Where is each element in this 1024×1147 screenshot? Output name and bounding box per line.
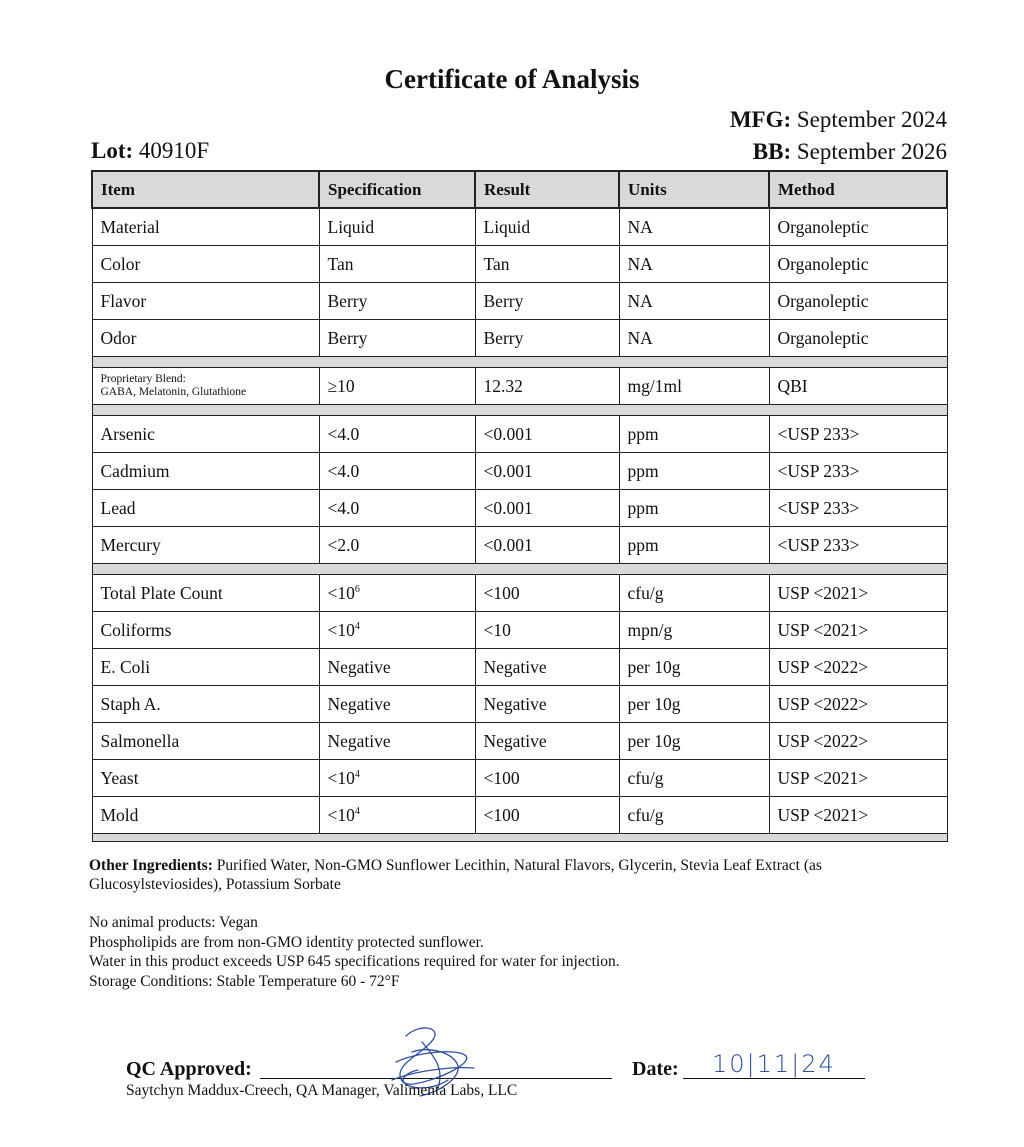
- table-row: [92, 612, 947, 649]
- table-row: [92, 490, 947, 527]
- cell-item: Lead: [92, 490, 319, 527]
- table-row: [92, 575, 947, 612]
- cell-result: <100: [475, 797, 619, 834]
- cell-item: Mercury: [92, 527, 319, 564]
- cell-spec: [319, 723, 475, 760]
- cell-method: Organoleptic: [769, 320, 947, 357]
- cell-item: Odor: [92, 320, 319, 357]
- cell-method: USP <2021>: [769, 797, 947, 834]
- cell-item: Staph A.: [92, 686, 319, 723]
- cell-item: Total Plate Count: [92, 575, 319, 612]
- cell-units: per 10g: [619, 723, 769, 760]
- date-line: [683, 1078, 865, 1079]
- table-row: [92, 416, 947, 453]
- spec-exponent: 4: [354, 620, 360, 632]
- header-result: Result: [475, 171, 619, 208]
- table-row: [92, 453, 947, 490]
- cell-method: USP <2022>: [769, 723, 947, 760]
- cell-spec: Berry: [319, 320, 475, 357]
- header-specification: Specification: [319, 171, 475, 208]
- blend-ingredients: GABA, Melatonin, Glutathione: [100, 386, 247, 398]
- cell-item: Salmonella: [92, 723, 319, 760]
- cell-units: cfu/g: [619, 760, 769, 797]
- table-row: [92, 527, 947, 564]
- separator-cell: [92, 357, 947, 368]
- cell-spec: [319, 612, 475, 649]
- cell-result: <0.001: [475, 490, 619, 527]
- table-row: [92, 208, 947, 246]
- notes-block: [89, 913, 919, 991]
- cell-method: Organoleptic: [769, 246, 947, 283]
- qc-approved-label: QC Approved:: [126, 1058, 252, 1080]
- cell-method: USP <2021>: [769, 760, 947, 797]
- cell-units: per 10g: [619, 686, 769, 723]
- cell-spec: [319, 575, 475, 612]
- cell-method: USP <2021>: [769, 612, 947, 649]
- cell-item: Material: [92, 208, 319, 246]
- cell-method: <USP 233>: [769, 453, 947, 490]
- lot-number: [91, 138, 209, 164]
- cell-item: Cadmium: [92, 453, 319, 490]
- spec-base: <10: [327, 804, 355, 825]
- date-label: Date:: [632, 1058, 679, 1080]
- signer-name: Saytchyn Maddux-Creech, QA Manager, Valimenta Labs, LLC: [126, 1082, 518, 1099]
- cell-spec: [319, 797, 475, 834]
- table-row-proprietary-blend: [92, 368, 947, 405]
- analysis-table: [91, 170, 948, 842]
- cell-item: Yeast: [92, 760, 319, 797]
- document-title: Certificate of Analysis: [384, 64, 640, 94]
- section-separator: [92, 564, 947, 575]
- cell-spec: <4.0: [319, 416, 475, 453]
- header-item: Item: [92, 171, 319, 208]
- note-line: Phospholipids are from non-GMO identity protected sunflower.: [89, 933, 484, 951]
- best-by-date: [753, 139, 947, 165]
- cell-units: ppm: [619, 490, 769, 527]
- cell-spec: [319, 649, 475, 686]
- cell-units: NA: [619, 283, 769, 320]
- section-separator: [92, 357, 947, 368]
- mfg-date: [730, 107, 947, 133]
- cell-result: Negative: [475, 723, 619, 760]
- table-row: [92, 649, 947, 686]
- table-footer-bar: [92, 834, 947, 842]
- cell-result: Negative: [475, 649, 619, 686]
- table-row: [92, 760, 947, 797]
- cell-units: ppm: [619, 453, 769, 490]
- spec-base: Negative: [327, 693, 391, 714]
- table-row: [92, 283, 947, 320]
- cell-units: mpn/g: [619, 612, 769, 649]
- cell-spec: [319, 760, 475, 797]
- table-row: [92, 797, 947, 834]
- cell-result: Berry: [475, 320, 619, 357]
- cell-result: <0.001: [475, 416, 619, 453]
- other-ingredients-label: Other Ingredients:: [89, 857, 213, 874]
- spec-base: <10: [327, 767, 355, 788]
- spec-exponent: 4: [354, 768, 360, 780]
- mfg-value: September 2024: [796, 107, 947, 132]
- cell-spec: Berry: [319, 283, 475, 320]
- cell-method: Organoleptic: [769, 208, 947, 246]
- table-row: [92, 686, 947, 723]
- header-method: Method: [769, 171, 947, 208]
- cell-result: <0.001: [475, 527, 619, 564]
- cell-item: Arsenic: [92, 416, 319, 453]
- cell-spec: <2.0: [319, 527, 475, 564]
- cell-spec: Liquid: [319, 208, 475, 246]
- cell-units: NA: [619, 320, 769, 357]
- note-line: Water in this product exceeds USP 645 specifications required for water for injection.: [89, 953, 620, 970]
- cell-method: Organoleptic: [769, 283, 947, 320]
- cell-result: Tan: [475, 246, 619, 283]
- cell-method: <USP 233>: [769, 490, 947, 527]
- cell-result: <100: [475, 760, 619, 797]
- table-header-row: [92, 171, 947, 208]
- bb-label: BB:: [752, 139, 792, 164]
- section-separator: [92, 405, 947, 416]
- spec-base: <10: [327, 582, 355, 603]
- cell-method: USP <2022>: [769, 649, 947, 686]
- cell-units: mg/1ml: [619, 368, 769, 405]
- other-ingredients: [89, 856, 919, 894]
- cell-units: ppm: [619, 527, 769, 564]
- cell-units: cfu/g: [619, 797, 769, 834]
- cell-item: Mold: [92, 797, 319, 834]
- cell-result: Negative: [475, 686, 619, 723]
- cell-method: USP <2021>: [769, 575, 947, 612]
- cell-units: NA: [619, 246, 769, 283]
- cell-spec: Tan: [319, 246, 475, 283]
- cell-result: Berry: [475, 283, 619, 320]
- cell-units: NA: [619, 208, 769, 246]
- other-ingredients-text: Purified Water, Non-GMO Sunflower Lecithin, Natural Flavors, Glycerin, Stevia Leaf Extract (as Glucosylsteviosides), Potassium Sorbate: [89, 857, 822, 893]
- cell-spec: [319, 686, 475, 723]
- note-line: No animal products: Vegan: [89, 914, 258, 931]
- cell-result: 12.32: [475, 368, 619, 405]
- cell-method: <USP 233>: [769, 527, 947, 564]
- cell-result: <10: [475, 612, 619, 649]
- lot-label: Lot:: [91, 138, 134, 163]
- cell-item: Color: [92, 246, 319, 283]
- cell-result: Liquid: [475, 208, 619, 246]
- cell-item: E. Coli: [92, 649, 319, 686]
- cell-result: <0.001: [475, 453, 619, 490]
- cell-item: [92, 368, 319, 405]
- cell-units: ppm: [619, 416, 769, 453]
- cell-result: <100: [475, 575, 619, 612]
- cell-units: per 10g: [619, 649, 769, 686]
- separator-cell: [92, 405, 947, 416]
- cell-units: cfu/g: [619, 575, 769, 612]
- table-row: [92, 723, 947, 760]
- cell-method: USP <2022>: [769, 686, 947, 723]
- spec-exponent: 6: [354, 583, 360, 595]
- mfg-label: MFG:: [729, 107, 792, 132]
- cell-spec: ≥10: [319, 368, 475, 405]
- cell-item: Coliforms: [92, 612, 319, 649]
- bb-value: September 2026: [796, 139, 947, 164]
- spec-exponent: 4: [354, 805, 360, 817]
- note-line: Storage Conditions: Stable Temperature 60 - 72°F: [89, 972, 400, 990]
- blend-label: Proprietary Blend:: [100, 373, 186, 385]
- cell-spec: <4.0: [319, 453, 475, 490]
- cell-method: <USP 233>: [769, 416, 947, 453]
- separator-cell: [92, 834, 947, 842]
- table-row: [92, 320, 947, 357]
- spec-base: Negative: [327, 730, 391, 751]
- cell-spec: <4.0: [319, 490, 475, 527]
- spec-base: Negative: [327, 656, 391, 677]
- spec-base: <10: [327, 619, 355, 640]
- lot-value: 40910F: [138, 138, 210, 163]
- handwritten-date: 10|11|24: [712, 1050, 836, 1078]
- separator-cell: [92, 564, 947, 575]
- cell-method: QBI: [769, 368, 947, 405]
- header-units: Units: [619, 171, 769, 208]
- cell-item: Flavor: [92, 283, 319, 320]
- table-row: [92, 246, 947, 283]
